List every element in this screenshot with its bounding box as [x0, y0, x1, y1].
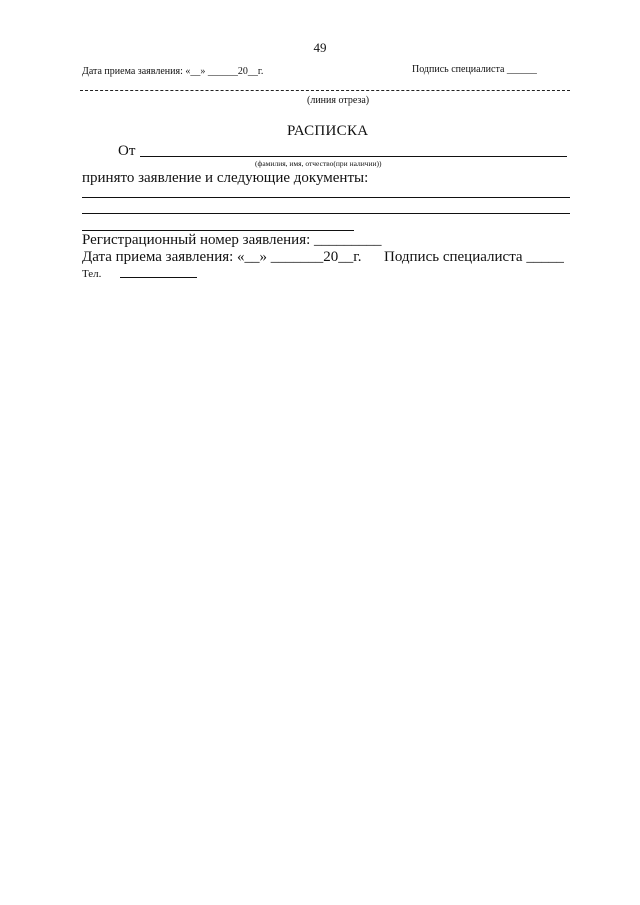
- reg-number-label: Регистрационный номер заявления: _________: [82, 232, 382, 248]
- cut-line: [80, 90, 570, 91]
- accepted-text: принято заявление и следующие документы:: [82, 170, 369, 186]
- page-number: 49: [313, 40, 327, 55]
- name-caption: (фамилия, имя, отчество(при наличии)): [255, 159, 382, 168]
- cut-line-label: (линия отреза): [307, 95, 370, 106]
- receipt-date-label: Дата приема заявления: «__» _______20__г.: [82, 249, 362, 265]
- documents-line-2: [82, 213, 570, 214]
- phone-line: [120, 277, 197, 278]
- from-label: От: [118, 143, 136, 159]
- top-signature-label: Подпись специалиста ______: [412, 64, 537, 75]
- receipt-signature-label: Подпись специалиста _____: [384, 249, 564, 265]
- documents-line-1: [82, 197, 570, 198]
- top-date-label: Дата приема заявления: «__» ______20__г.: [82, 66, 264, 77]
- documents-line-3: [82, 230, 354, 231]
- from-name-line: [140, 156, 567, 157]
- receipt-title: РАСПИСКА: [287, 123, 369, 139]
- phone-label: Тел.: [82, 268, 102, 280]
